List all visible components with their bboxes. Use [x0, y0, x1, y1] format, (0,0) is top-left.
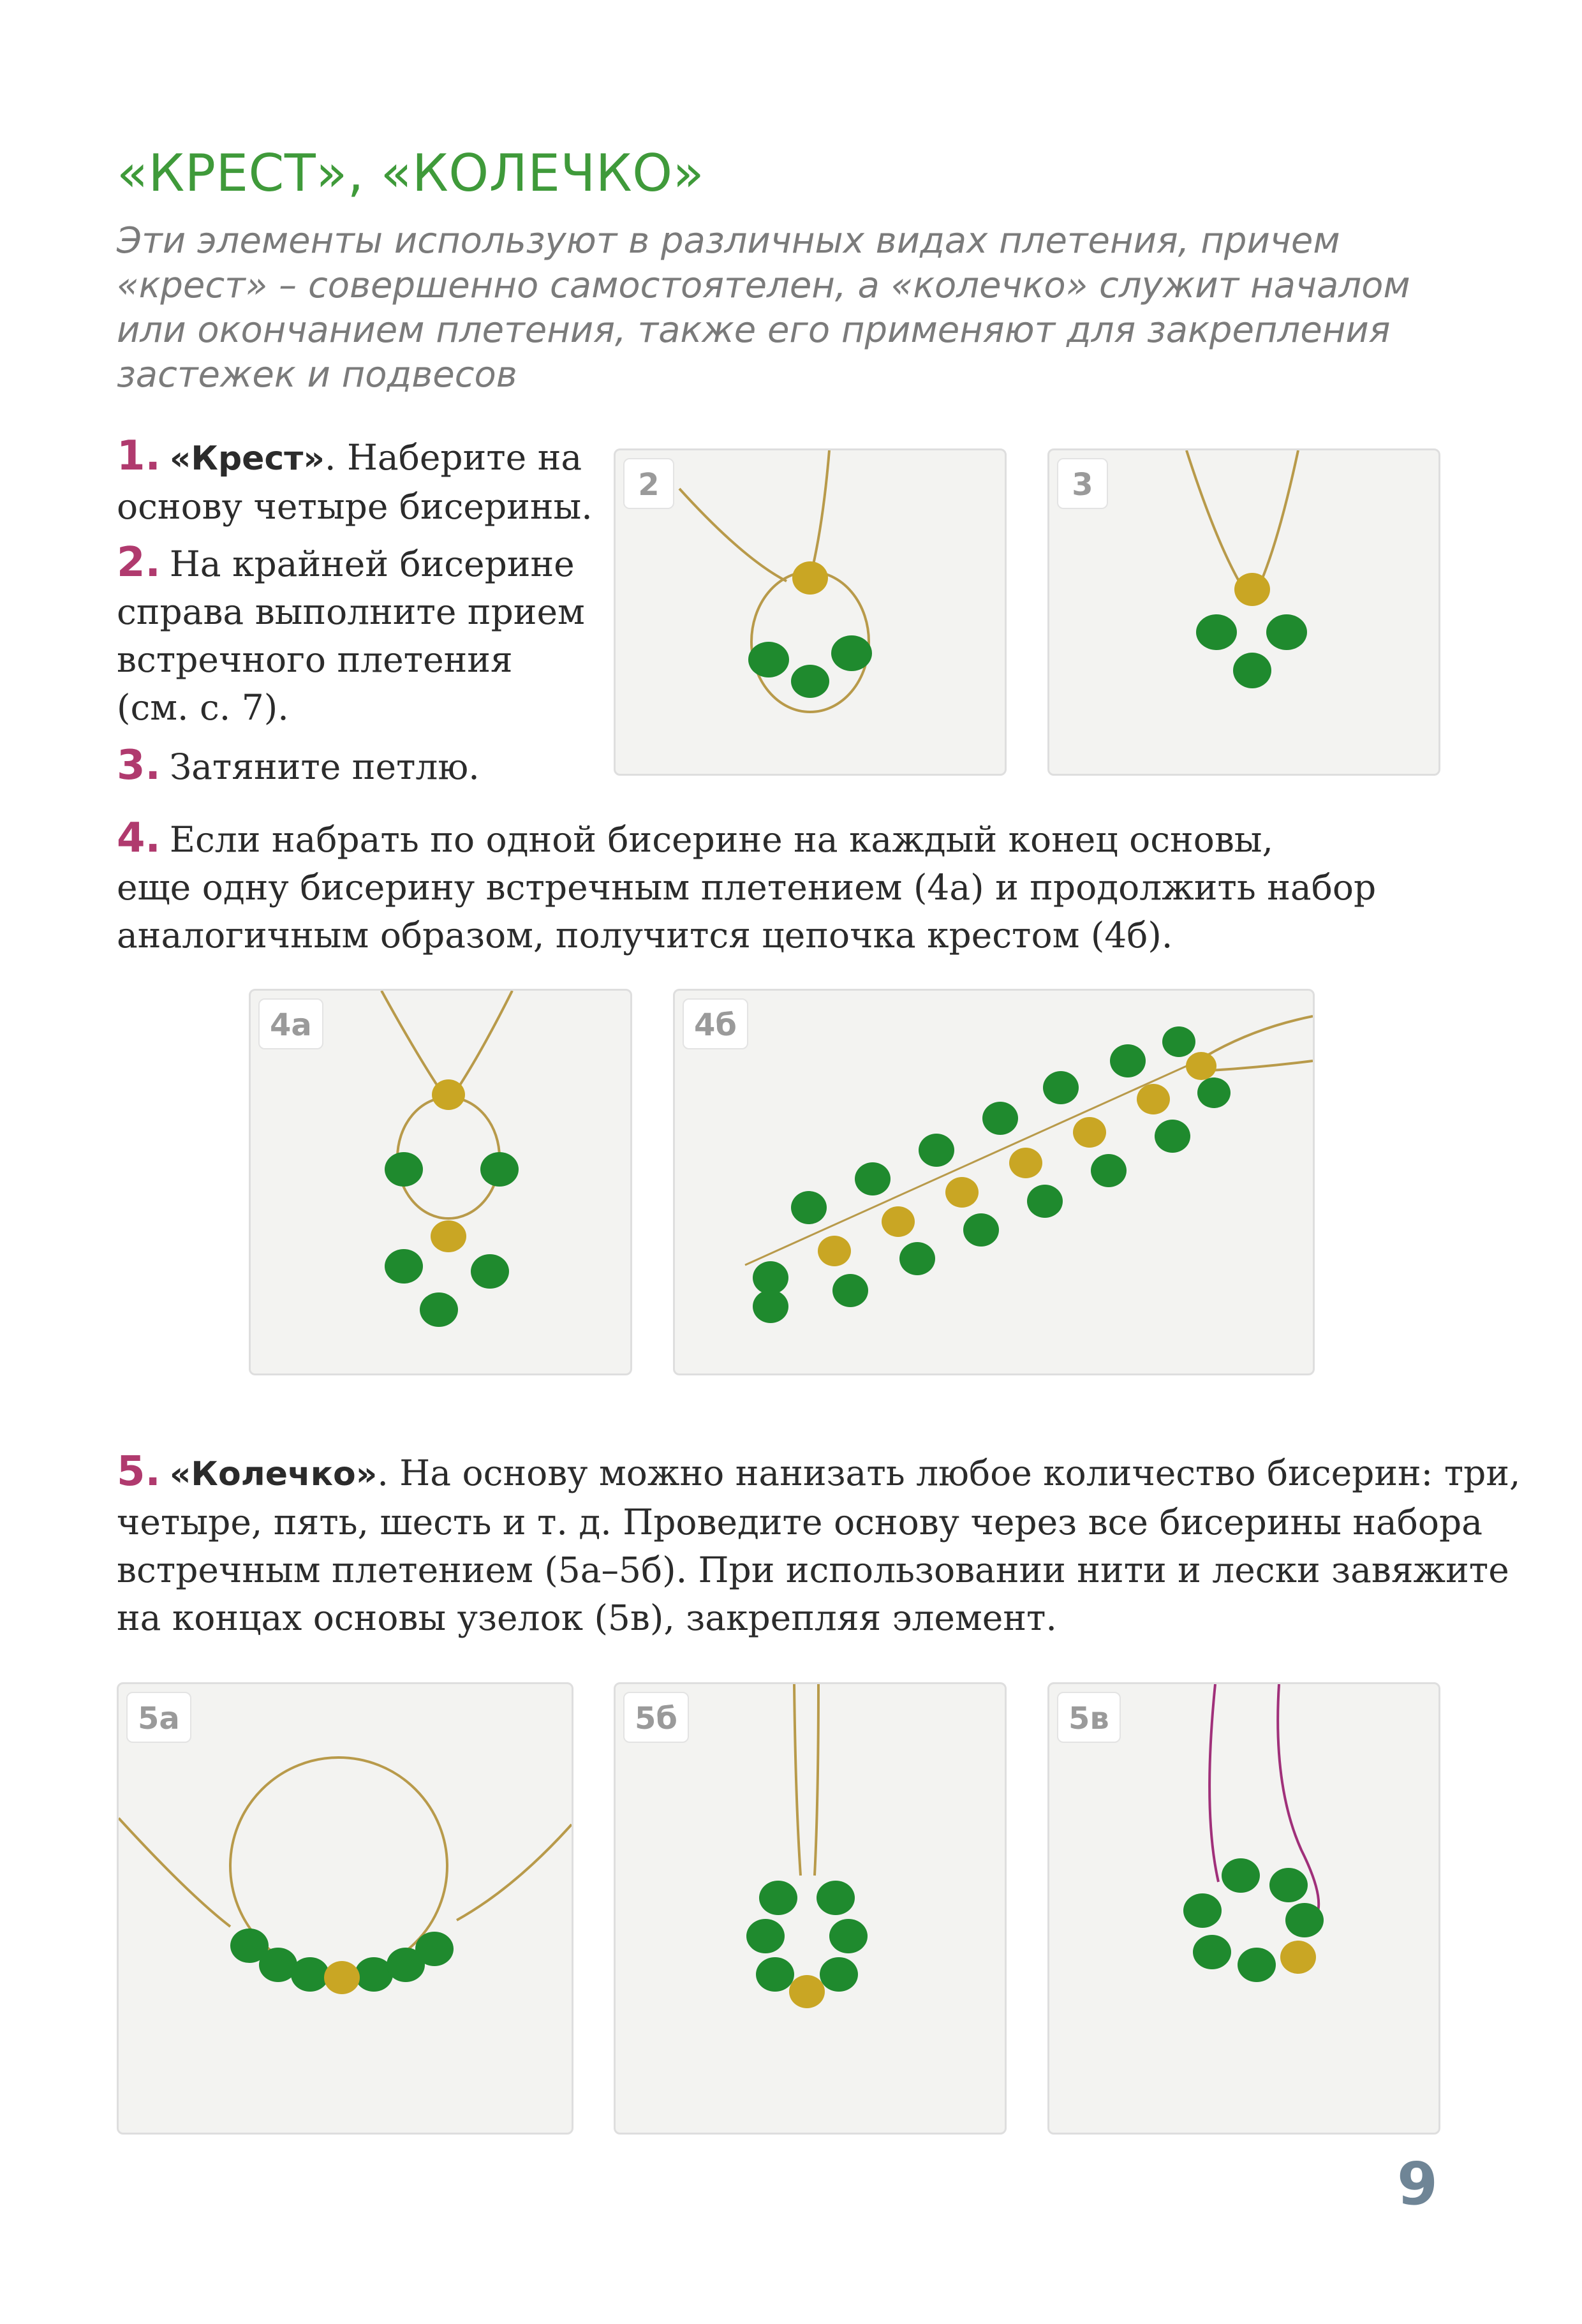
photo-tag: 4а [258, 998, 323, 1049]
step-3 [117, 742, 602, 791]
step-text: еще одну бисерину встречным плетением (4а) и продолжить набор [117, 867, 1377, 908]
photo-step-4b [673, 989, 1315, 1375]
step-2 [117, 539, 602, 732]
step-4 [117, 815, 1444, 959]
step-number: 5. [117, 1448, 161, 1495]
photo-step-4a [249, 989, 632, 1375]
photo-tag: 2 [623, 458, 674, 509]
step-text: четыре, пять, шесть и т. д. Проведите основу через все бисерины набора [117, 1502, 1483, 1543]
photo-step-5a [117, 1682, 573, 2135]
step-number: 1. [117, 433, 161, 480]
page-number: 9 [1397, 2150, 1438, 2218]
ring-knotted-illustration [1049, 1684, 1438, 2133]
step-text: Затяните петлю. [169, 746, 480, 787]
photo-tag: 5а [126, 1692, 191, 1743]
photo-tag: 5б [623, 1692, 689, 1743]
step-number: 4. [117, 815, 161, 862]
step-text: аналогичным образом, получится цепочка крестом (4б). [117, 915, 1173, 956]
step-text: встречным плетением (5а–5б). При использовании нити и лески завяжите [117, 1550, 1509, 1590]
photo-step-5b [614, 1682, 1007, 2135]
intro-text [117, 219, 1444, 397]
step-text: . На основу можно нанизать любое количество бисерин: три, [377, 1453, 1521, 1493]
photo-step-2 [614, 448, 1007, 776]
step-text: справа выполните прием [117, 591, 585, 632]
step-term: «Колечко» [169, 1455, 378, 1493]
intro-line: застежек и подвесов [117, 354, 517, 396]
photo-tag: 3 [1057, 458, 1108, 509]
cross-chain-illustration [675, 991, 1313, 1373]
photo-tag: 5в [1057, 1692, 1121, 1743]
ring-closed-illustration [616, 1684, 1005, 2133]
step-text: встречного плетения [117, 639, 513, 680]
step-5 [117, 1448, 1521, 1642]
photo-tag: 4б [683, 998, 748, 1049]
step-text: на концах основы узелок (5в), закрепляя элемент. [117, 1597, 1057, 1638]
step-text: Если набрать по одной бисерине на каждый конец основы, [169, 819, 1274, 860]
intro-line: Эти элементы используют в различных видах плетения, причем [117, 220, 1340, 262]
step-1 [117, 433, 602, 531]
step-number: 2. [117, 539, 161, 586]
step-text: (см. с. 7). [117, 687, 289, 728]
step-number: 3. [117, 742, 161, 789]
step-text: основу четыре бисерины. [117, 486, 593, 527]
intro-line: или окончанием плетения, также его применяют для закрепления [117, 309, 1391, 351]
page-title: «КРЕСТ», «КОЛЕЧКО» [117, 144, 705, 203]
photo-step-5c [1047, 1682, 1440, 2135]
photo-step-3 [1047, 448, 1440, 776]
step-text: . Наберите на [324, 437, 582, 478]
ring-stringing-illustration [119, 1684, 572, 2133]
step-text: На крайней бисерине [169, 544, 575, 584]
intro-line: «крест» – совершенно самостоятелен, а «колечко» служит началом [117, 265, 1410, 306]
step-term: «Крест» [169, 440, 325, 478]
